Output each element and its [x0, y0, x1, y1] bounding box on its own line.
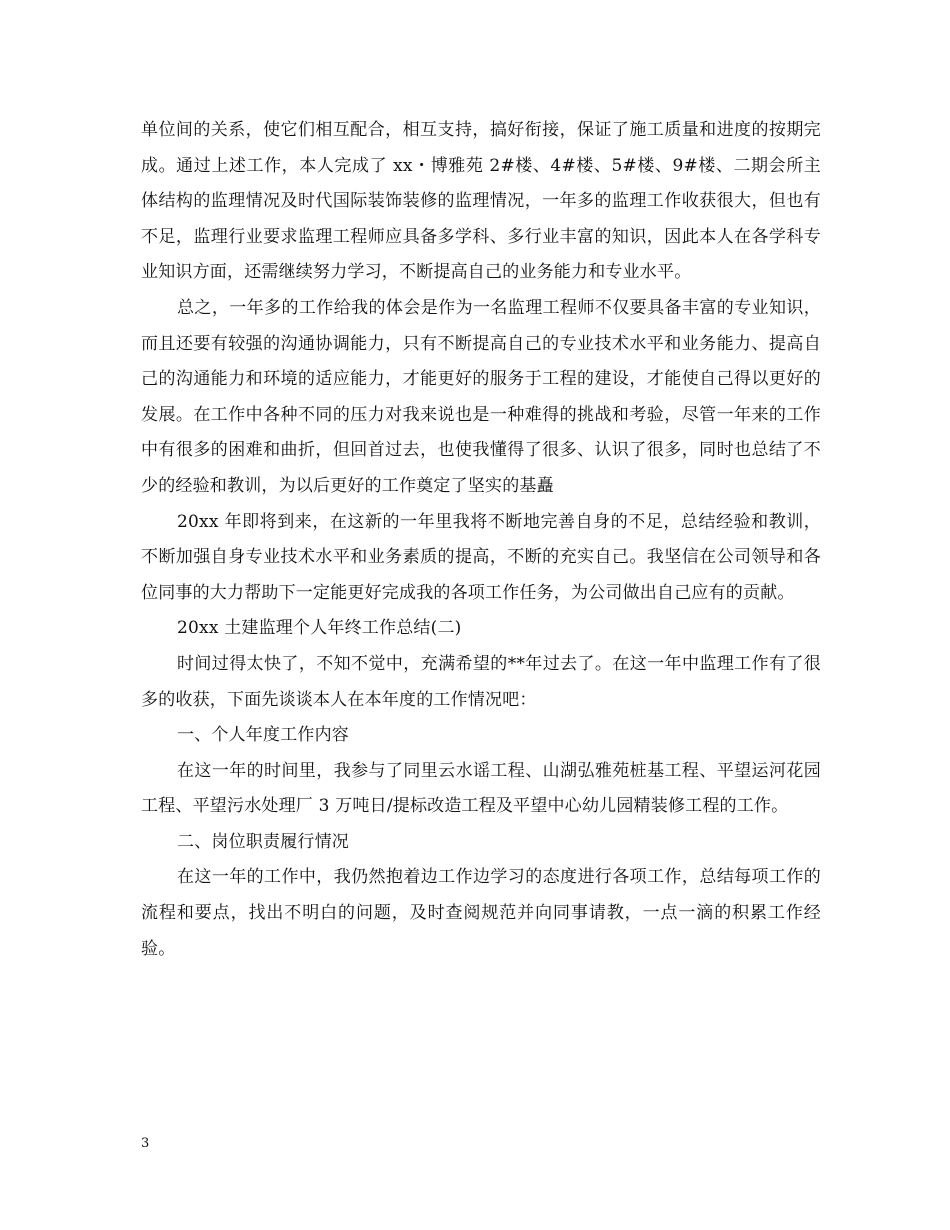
- paragraph-intro-part-two: 时间过得太快了，不知不觉中，充满希望的**年过去了。在这一年中监理工作有了很多的收获，下面先谈谈本人在本年度的工作情况吧：: [141, 653, 821, 710]
- page-number: 3: [141, 1136, 150, 1151]
- section-title-part-two: 20xx 土建监理个人年终工作总结(二): [177, 618, 462, 639]
- paragraph-learning-attitude: 在这一年的工作中，我仍然抱着边工作边学习的态度进行各项工作，总结每项工作的流程和要点，找出不明白的问题，及时查阅规范并向同事请教，一点一滴的积累工作经验。: [141, 867, 821, 959]
- heading-annual-work-content: 一、个人年度工作内容: [177, 725, 349, 746]
- heading-duty-performance: 二、岗位职责履行情况: [177, 831, 349, 852]
- paragraph-summary-reflection: 总之，一年多的工作给我的体会是作为一名监理工程师不仅要具备丰富的专业知识，而且还要有较强的沟通协调能力，只有不断提高自己的专业技术水平和业务能力、提高自己的沟通能力和环境的适应能力，才能更好的服务于工程的建设，才能使自己得以更好的发展。在工作中各种不同的压力对我来说也是一种难得的挑战和考验，尽管一年来的工作中有很多的困难和曲折，但回首过去，也使我懂得了很多、认识了很多，同时也总结了不少的经验和教训，为以后更好的工作奠定了坚实的基矗: [141, 297, 821, 496]
- paragraph-new-year-plan: 20xx 年即将到来，在这新的一年里我将不断地完善自身的不足，总结经验和教训，不断加强自身专业技术水平和业务素质的提高，不断的充实自己。我坚信在公司领导和各位同事的大力帮助下一定能更好完成我的各项工作任务，为公司做出自己应有的贡献。: [141, 511, 821, 603]
- document-body: [141, 113, 821, 967]
- paragraph-work-completion: 单位间的关系，使它们相互配合，相互支持，搞好衔接，保证了施工质量和进度的按期完成。通过上述工作，本人完成了 xx・博雅苑 2#楼、4#楼、5#楼、9#楼、二期会所主体结构的监理情况及时代国际装饰装修的监理情况，一年多的监理工作收获很大，但也有不足，监理行业要求监理工程师应具备多学科、多行业丰富的知识，因此本人在各学科专业知识方面，还需继续努力学习，不断提高自己的业务能力和专业水平。: [141, 120, 821, 283]
- paragraph-projects-involved: 在这一年的时间里，我参与了同里云水谣工程、山湖弘雅苑桩基工程、平望运河花园工程、平望污水处理厂 3 万吨日/提标改造工程及平望中心幼儿园精装修工程的工作。: [141, 760, 821, 817]
